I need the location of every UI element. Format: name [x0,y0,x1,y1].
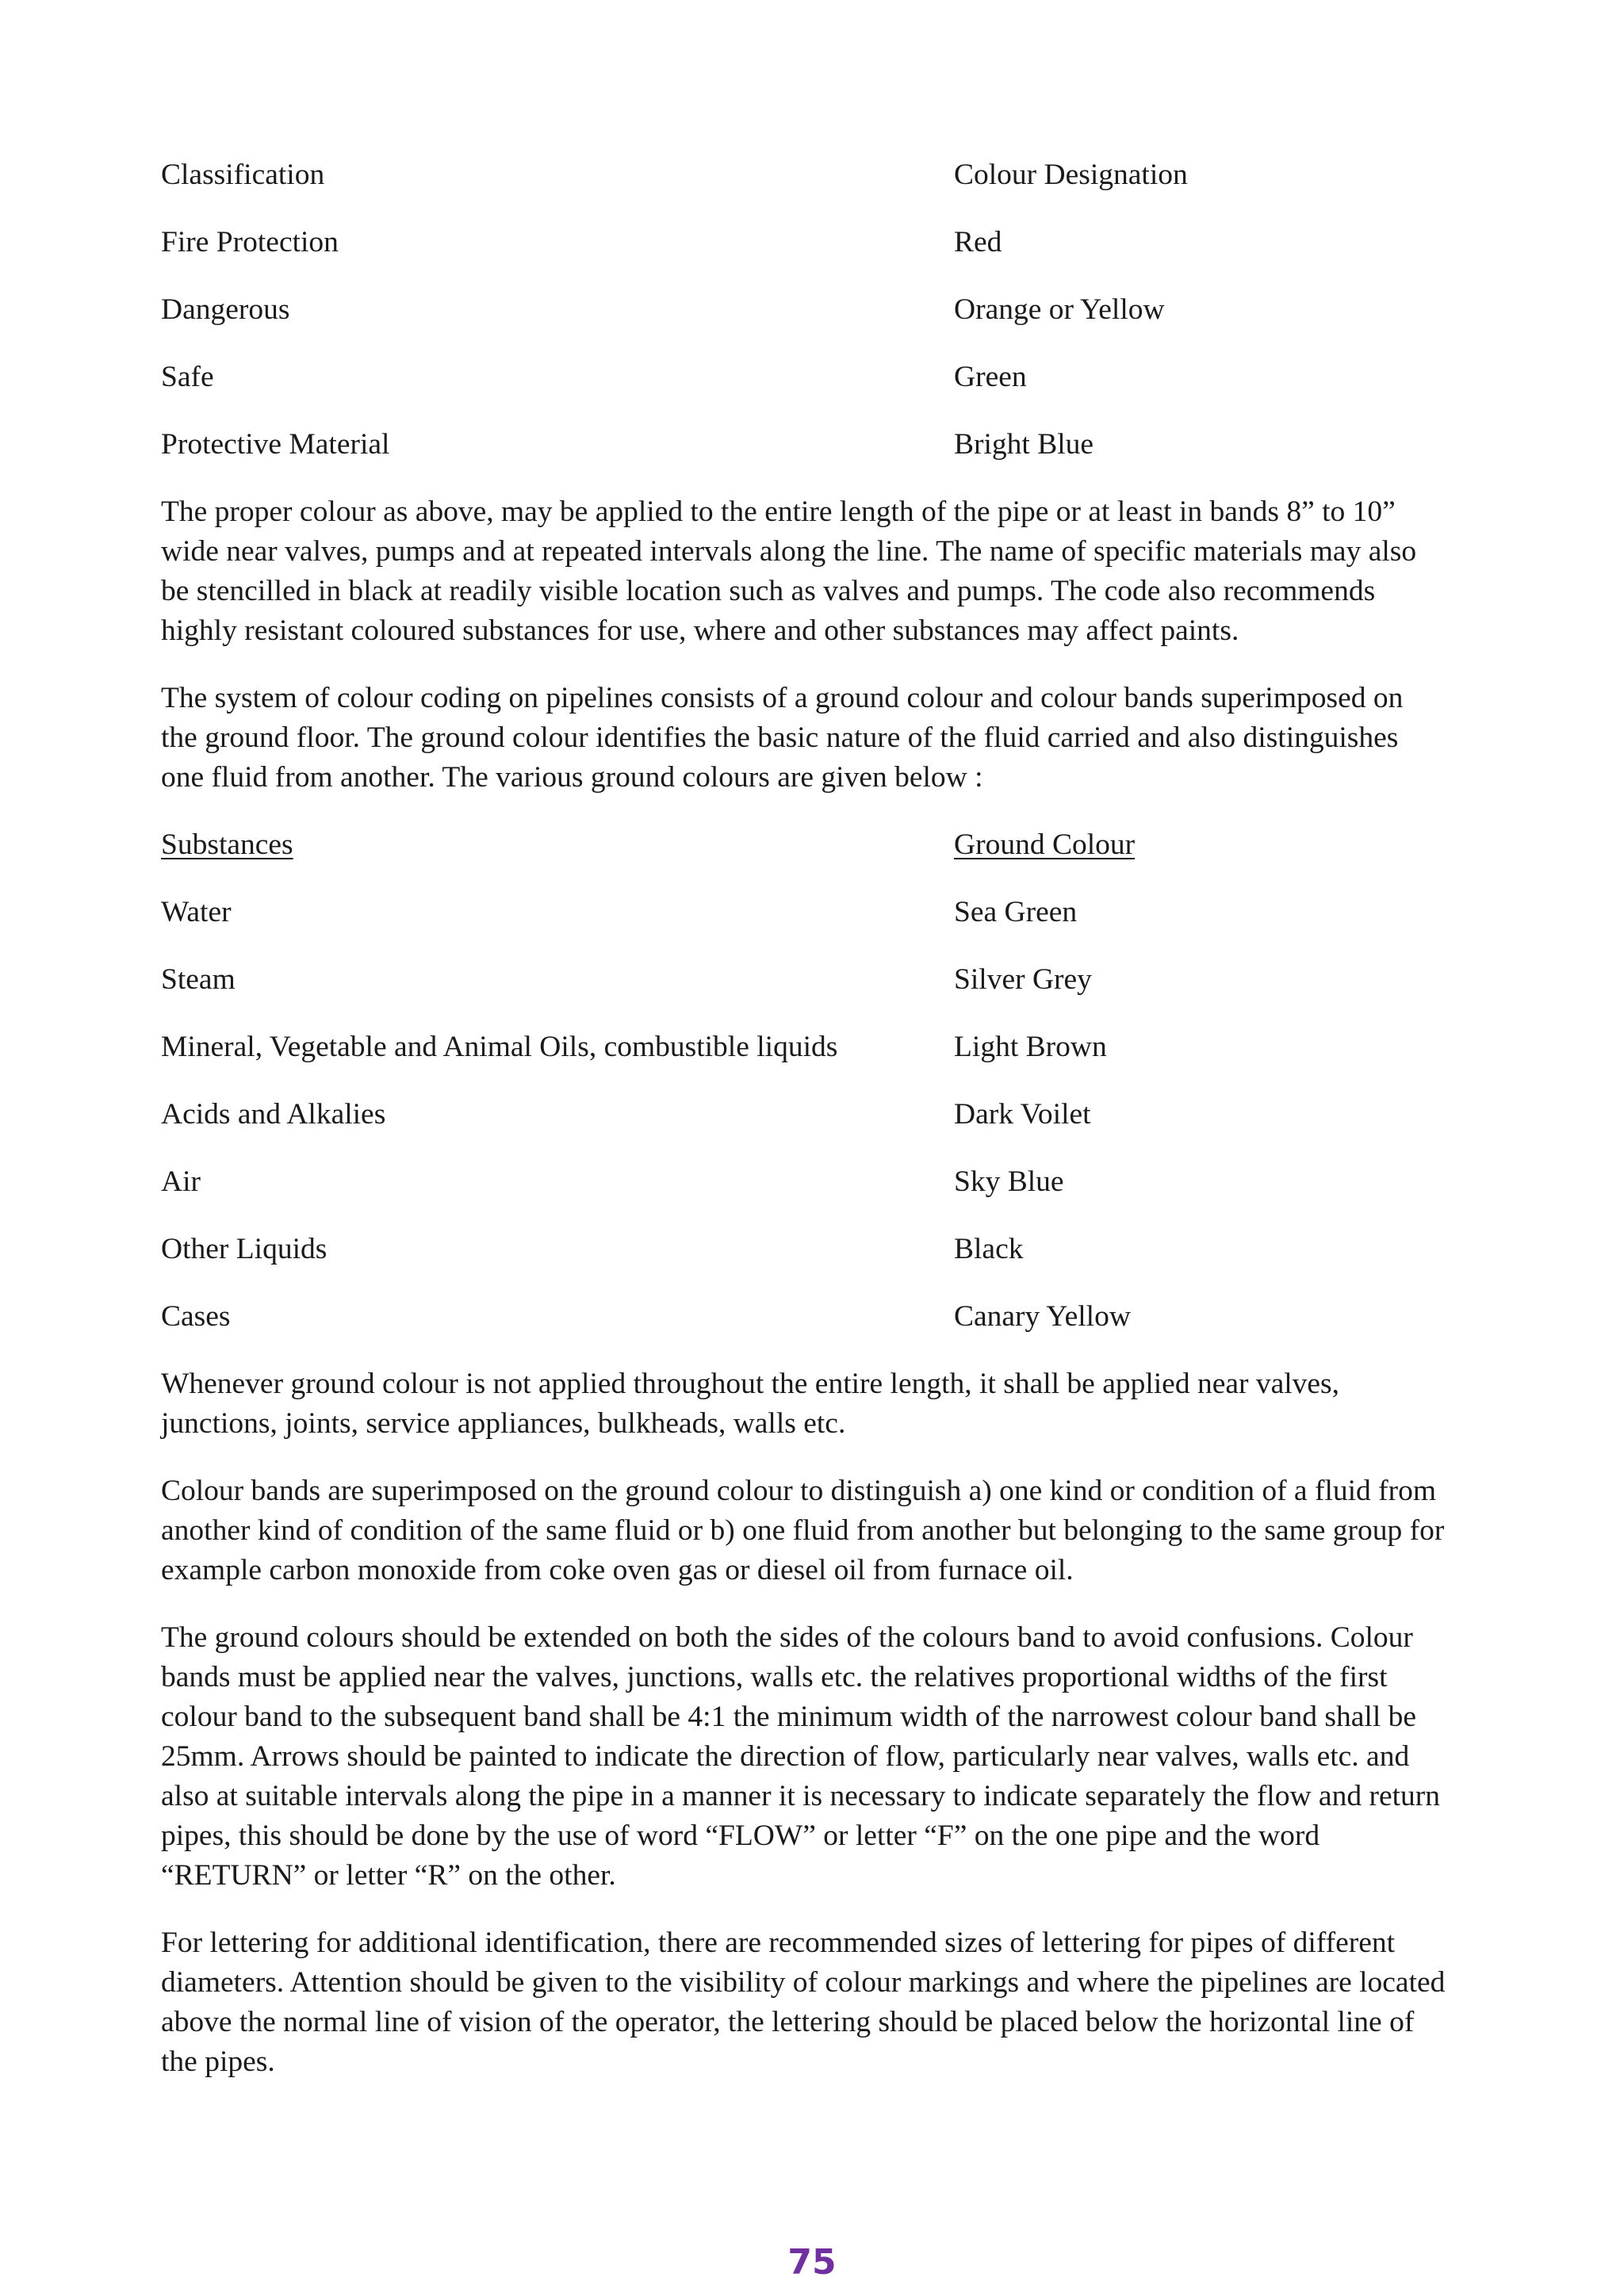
table-row [161,223,1446,262]
table-cell: Mineral, Vegetable and Animal Oils, combustible liquids [161,1031,838,1063]
table-cell: Black [954,1233,1024,1265]
table-cell: Silver Grey [954,963,1092,996]
table-cell: Other Liquids [161,1233,327,1265]
table-row [161,1027,1446,1067]
table-cell: Safe [161,361,214,393]
table-cell: Orange or Yellow [954,293,1165,326]
table-row [161,425,1446,465]
paragraph-band-widths-and-arrows: The ground colours should be extended on both the sides of the colours band to avoid confusions. Colour bands must be applied near the valves, junctions, walls etc. the relatives proportional widths of the first colour band to the subsequent band shall be 4:1 the minimum width of the narrowest colour band shall be 25mm. Arrows should be painted to indicate the direction of flow, particularly near valves, walls etc. and also at suitable intervals along the pipe in a manner it is necessary to indicate separately the flow and return pipes, this should be done by the use of word “FLOW” or letter “F” on the one pipe and the word “RETURN” or letter “R” on the other. [161,1621,1440,1892]
table-row [161,358,1446,397]
table-row [161,1095,1446,1135]
paragraph-lettering: For lettering for additional identification, there are recommended sizes of lettering for pipes of different diameters. Attention should be given to the visibility of colour markings and where the pipelines are located above the normal line of vision of the operator, the lettering should be placed below the horizontal line of the pipes. [161,1927,1446,2078]
table-cell: Steam [161,963,236,996]
table-cell: Green [954,361,1027,393]
table-cell: Protective Material [161,428,390,461]
colour-designation-table-header [161,155,1446,195]
table-header-classification: Classification [161,159,325,191]
paragraph-colour-bands: Colour bands are superimposed on the ground colour to distinguish a) one kind or condition of a fluid from another kind of condition of the same fluid or b) one fluid from another but belonging to the same group for example carbon monoxide from coke oven gas or diesel oil from furnace oil. [161,1475,1445,1586]
paragraph-ground-colour-application: Whenever ground colour is not applied throughout the entire length, it shall be applied near valves, junctions, joints, service appliances, bulkheads, walls etc. [161,1368,1340,1440]
table-cell: Sea Green [954,896,1078,928]
table-header-colour-designation: Colour Designation [954,159,1188,191]
table-row [161,290,1446,330]
table-cell: Bright Blue [954,428,1094,461]
paragraph-colour-coding-system: The system of colour coding on pipelines consists of a ground colour and colour bands superimposed on the ground floor. The ground colour identifies the basic nature of the fluid carried and also distinguishes one fluid from another. The various ground colours are given below : [161,682,1404,794]
table-cell: Dark Voilet [954,1098,1091,1131]
table-cell: Water [161,896,232,928]
table-row [161,960,1446,1000]
table-header-ground-colour: Ground Colour [954,828,1136,861]
table-cell: Acids and Alkalies [161,1098,386,1131]
ground-colour-table-header [161,825,1446,865]
table-cell: Air [161,1165,201,1198]
paragraph-proper-colour: The proper colour as above, may be applied to the entire length of the pipe or at least in bands 8” to 10” wide near valves, pumps and at repeated intervals along the line. The name of specific materials may also be stencilled in black at readily visible location such as valves and pumps. The code also recommends highly resistant coloured substances for use, where and other substances may affect paints. [161,496,1417,647]
table-header-substances: Substances [161,828,293,861]
table-cell: Canary Yellow [954,1300,1131,1333]
page-content [161,155,1446,2110]
table-row [161,1230,1446,1269]
table-row [161,893,1446,932]
table-cell: Light Brown [954,1031,1107,1063]
table-cell: Cases [161,1300,231,1333]
table-cell: Red [954,226,1002,258]
table-cell: Fire Protection [161,226,339,258]
table-cell: Sky Blue [954,1165,1064,1198]
table-row [161,1297,1446,1337]
table-cell: Dangerous [161,293,290,326]
table-row [161,1162,1446,1202]
page-number: 75 [787,2242,837,2283]
